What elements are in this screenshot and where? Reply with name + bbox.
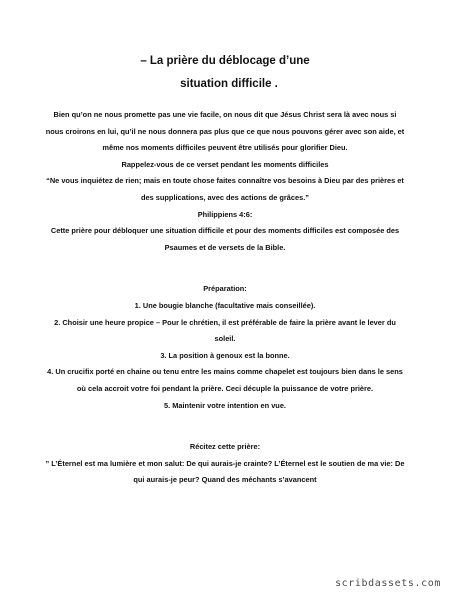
preparation-heading: Préparation: bbox=[203, 284, 247, 294]
section-spacer bbox=[44, 272, 406, 281]
preparation-item-3: 3. La position à genoux est la bonne. bbox=[160, 350, 290, 360]
preparation-item-1: 1. Une bougie blanche (facultative mais conseillée). bbox=[134, 300, 316, 310]
recite-heading: Récitez cette prière: bbox=[189, 442, 261, 452]
prayer-text: ” L’Éternel est ma lumière et mon salut: De qui aurais-je crainte? L’Éternel est le soutien de ma vie: De qui aurais-je peur? Quand des méchants s’avancent bbox=[45, 458, 405, 485]
document-title-line-2: situation difficile . bbox=[180, 78, 278, 90]
preparation-item-5: 5. Maintenir votre intention en vue. bbox=[164, 400, 286, 410]
preparation-item-4: 4. Un crucifix porté en chaine ou tenu entre les mains comme chapelet est toujours bien dans le sens où cela accroit votre foi pendant la prière. Ceci décuple la puissance de votre prière. bbox=[47, 367, 403, 393]
section-spacer bbox=[44, 256, 406, 272]
verse-reference: Philippiens 4:6: bbox=[197, 209, 253, 219]
intro-paragraph: Bien qu’on ne nous promette pas une vie facile, on nous dit que Jésus Christ sera là avec nous si nous croirons en lui, qu’il ne nous donnera pas plus que ce que nous pouvons gérer avec son aide, et même nos moments difficiles peuvent être utilisés pour glorifier Dieu. bbox=[45, 110, 405, 153]
bible-verse-quote: “Ne vous inquiétez de rien; mais en toute chose faites connaître vos besoins à Dieu par des prières et des supplications, avec des actions de grâces.” bbox=[46, 176, 404, 202]
preparation-item-2: 2. Choisir une heure propice – Pour le chrétien, il est préférable de faire la prière avant le lever du soleil. bbox=[54, 317, 396, 344]
section-spacer bbox=[44, 414, 406, 430]
prayer-description: Cette prière pour débloquer une situation difficile et pour des moments difficiles est composée des Psaumes et de versets de la Bible. bbox=[50, 226, 400, 252]
document-body bbox=[44, 107, 406, 489]
section-spacer bbox=[44, 430, 406, 439]
document-title-line-1: – La prière du déblocage d’une bbox=[140, 55, 310, 67]
watermark-text: scribdassets.com bbox=[335, 578, 441, 589]
verse-reminder: Rappelez-vous de ce verset pendant les moments difficiles bbox=[121, 159, 329, 169]
